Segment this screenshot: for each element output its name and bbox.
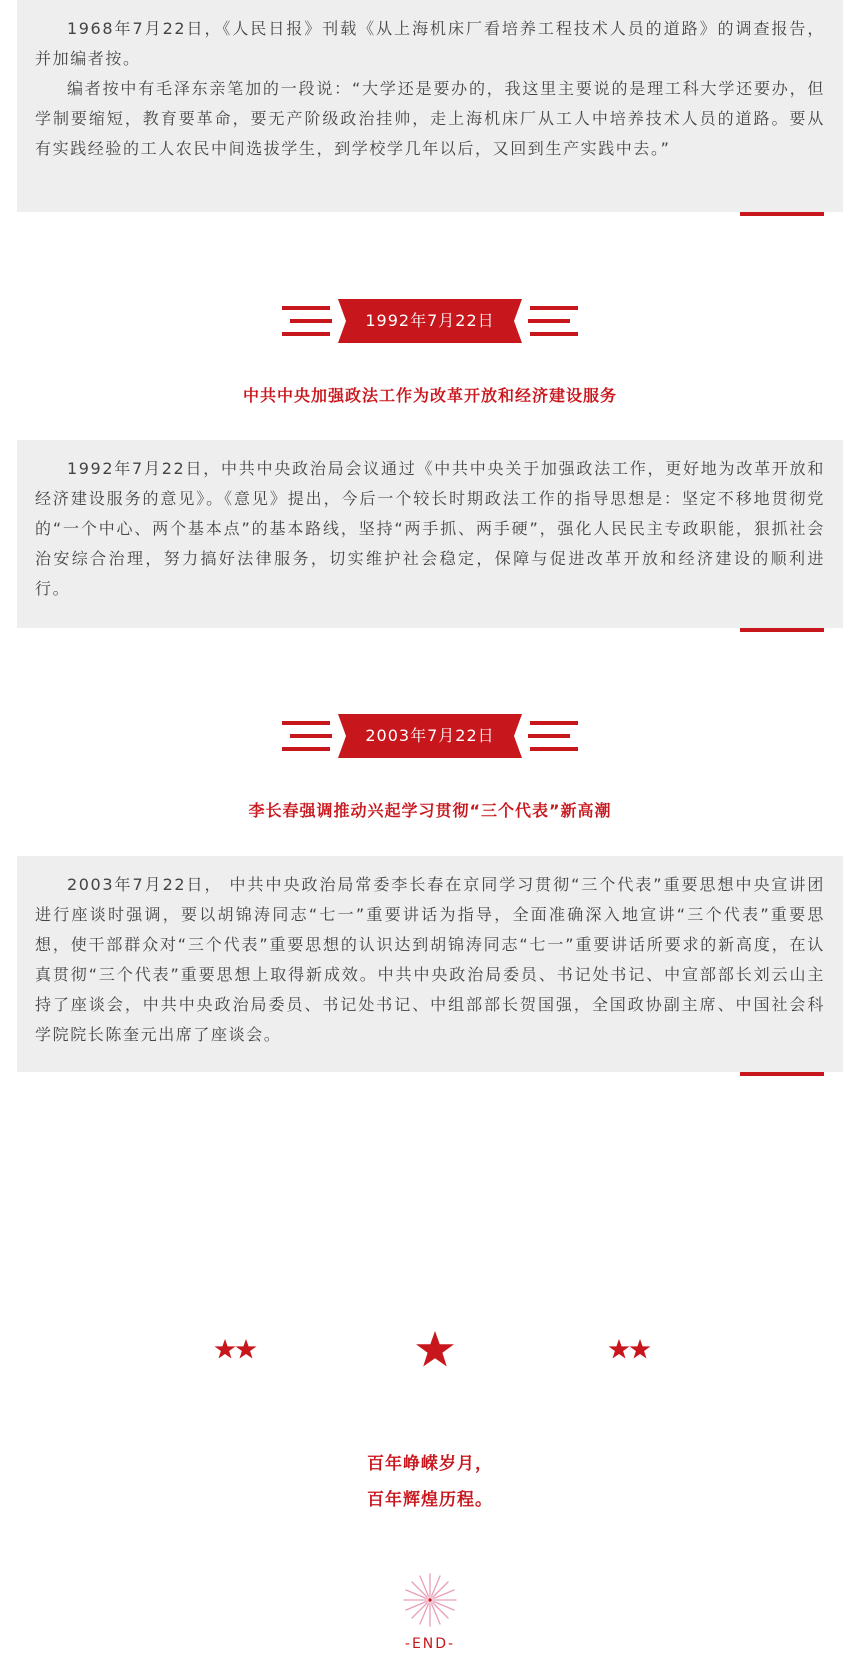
double-star-icon: [214, 1338, 258, 1362]
section-headline: 中共中央加强政法工作为改革开放和经济建设服务: [242, 386, 617, 405]
card-accent-bar: [740, 628, 824, 632]
article-card-1992: [17, 440, 843, 628]
date-banner-1992: [280, 295, 580, 347]
closing-line-2: 百年辉煌历程。: [367, 1490, 493, 1510]
paragraph: 编者按中有毛泽东亲笔加的一段说：“大学还是要办的，我这里主要说的是理工科大学还要办，但学制要缩短，教育要革命，要无产阶级政治挂帅，走上海机床厂从工人中培养技术人员的道路。要从有实践经验的工人农民中间选拔学生，到学校学几年以后，又回到生产实践中去。”: [35, 79, 825, 158]
paragraph: 1968年7月22日，《人民日报》刊载《从上海机床厂看培养工程技术人员的道路》的调查报告，并加编者按。: [35, 19, 825, 68]
date-banner-2003: [280, 710, 580, 762]
paragraph: 1992年7月22日，中共中央政治局会议通过《中共中央关于加强政法工作，更好地为改革开放和经济建设服务的意见》。《意见》提出，今后一个较长时期政法工作的指导思想是：坚定不移地贯彻党的“一个中心、两个基本点”的基本路线，坚持“两手抓、两手硬”，强化人民民主专政职能，狠抓社会治安综合治理，努力搞好法律服务，切实维护社会稳定，保障与促进改革开放和经济建设的顺利进行。: [35, 459, 825, 598]
date-label: 1992年7月22日: [365, 311, 495, 330]
card-accent-bar: [740, 1072, 824, 1076]
paragraph: 2003年7月22日， 中共中央政治局常委李长春在京同学习贯彻“三个代表”重要思想中央宣讲团进行座谈时强调，要以胡锦涛同志“七一”重要讲话为指导，全面准确深入地宣讲“三个代表”重要思想，使干部群众对“三个代表”重要思想的认识达到胡锦涛同志“七一”重要讲话所要求的新高度，在认真贯彻“三个代表”重要思想上取得新成效。中共中央政治局委员、书记处书记、中宣部部长刘云山主持了座谈会，中共中央政治局委员、书记处书记、中组部部长贺国强，全国政协副主席、中国社会科学院院长陈奎元出席了座谈会。: [35, 875, 825, 1044]
end-label: -END-: [404, 1636, 456, 1652]
article-card-1968: [17, 0, 843, 212]
closing-line-1: 百年峥嵘岁月，: [367, 1454, 493, 1474]
star-icon: [415, 1330, 455, 1370]
double-star-icon: [608, 1338, 652, 1362]
date-label: 2003年7月22日: [365, 726, 495, 745]
firework-icon: [400, 1570, 460, 1630]
section-headline: 李长春强调推动兴起学习贯彻“三个代表”新高潮: [248, 801, 612, 820]
card-accent-bar: [740, 212, 824, 216]
article-card-2003: [17, 856, 843, 1072]
closing-text: [0, 1446, 860, 1518]
